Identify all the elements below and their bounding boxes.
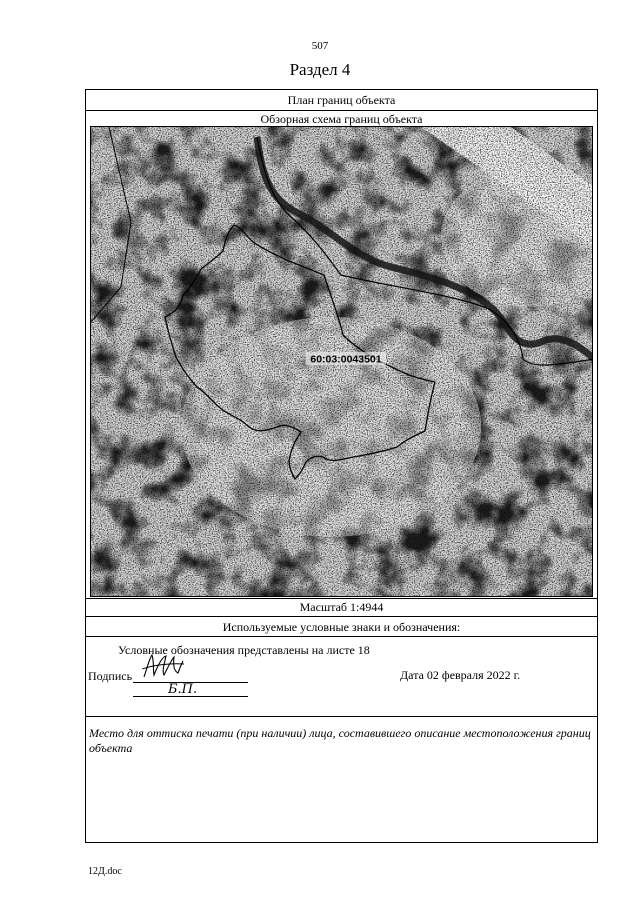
divider bbox=[86, 598, 597, 599]
schema-title: Обзорная схема границ объекта bbox=[260, 112, 423, 126]
aerial-photo-map bbox=[91, 127, 593, 597]
footer-filename: 12Д.doc bbox=[88, 866, 122, 877]
divider bbox=[85, 716, 598, 717]
document-date: Дата 02 февраля 2022 г. bbox=[400, 668, 521, 682]
plan-title: План границ объекта bbox=[287, 93, 396, 107]
legend-reference: Условные обозначения представлены на листе 18 bbox=[118, 643, 370, 657]
signature-label: Подпись bbox=[88, 669, 133, 683]
stamp-place-note: Место для оттиска печати (при наличии) лица, составившего описание местоположения границ объекта bbox=[89, 726, 591, 755]
scale-label: Масштаб 1:4944 bbox=[299, 600, 384, 614]
page-number: 507 bbox=[311, 40, 329, 52]
legend-heading: Используемые условные знаки и обозначения: bbox=[222, 620, 461, 634]
divider bbox=[86, 616, 597, 617]
signature-transcript-line bbox=[133, 696, 248, 697]
overview-map bbox=[90, 126, 593, 597]
divider bbox=[86, 110, 597, 111]
handwritten-signature bbox=[140, 651, 186, 681]
section-title: Раздел 4 bbox=[289, 60, 351, 79]
cadastral-number-label: 60:03:0043501 bbox=[310, 353, 382, 366]
signature-initials: Б.П. bbox=[168, 682, 198, 697]
divider bbox=[86, 636, 597, 637]
